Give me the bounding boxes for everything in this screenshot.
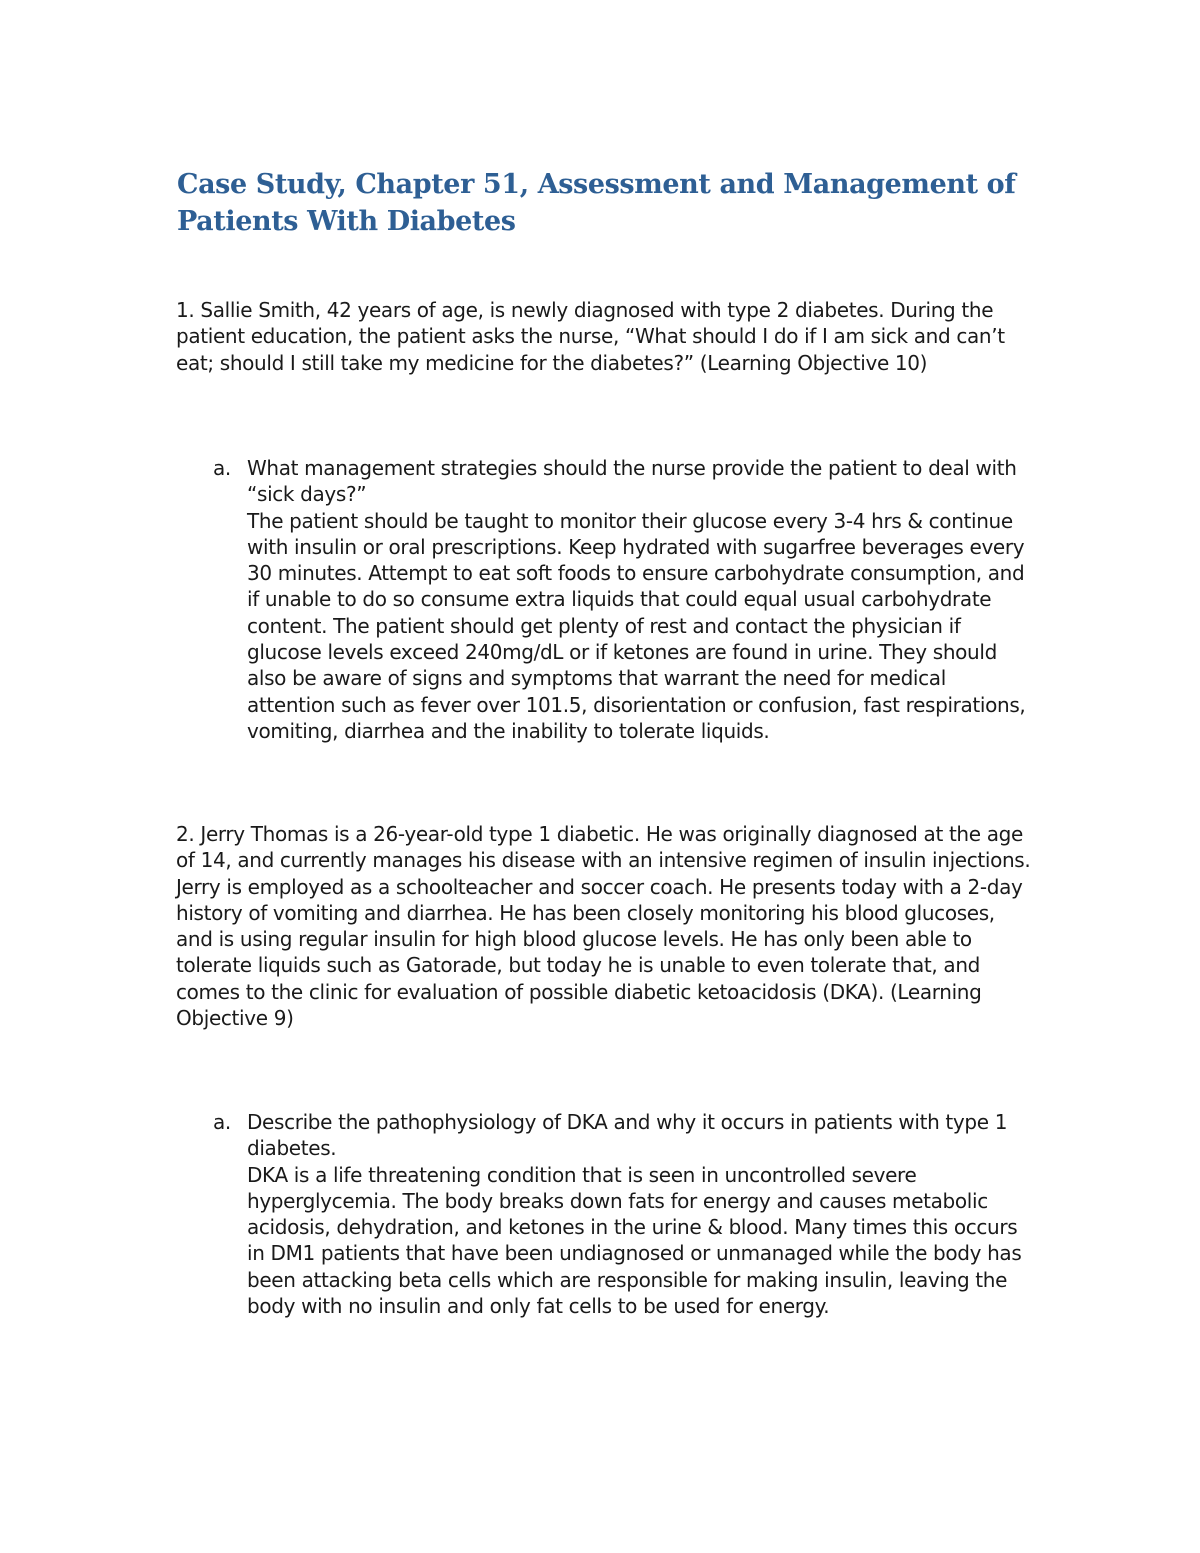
question-1-text: 1. Sallie Smith, 42 years of age, is newly diagnosed with type 2 diabetes. During the patient education, the patient asks the nurse, “What should I do if I am sick and can’t eat; should I still take my medicine for the diabetes?” (Learning Objective 10) xyxy=(176,298,1005,375)
question-2-answer: DKA is a life threatening condition that is seen in uncontrolled severe hyperglycemia. The body breaks down fats for energy and causes metabolic acidosis, dehydration, and ketones in the urine & blood. Many times this occurs in DM1 patients that have been undiagnosed or unmanaged while the body has been attacking beta cells which are responsible for making insulin, leaving the body with no insulin and only fat cells to be used for energy. xyxy=(247,1162,1022,1319)
question-2-text: 2. Jerry Thomas is a 26-year-old type 1 diabetic. He was originally diagnosed at the age of 14, and currently manages his disease with an intensive regimen of insulin injections. Jerry is employed as a schoolteacher and soccer coach. He presents today with a 2-day history of vomiting and diarrhea. He has been closely monitoring his blood glucoses, and is using regular insulin for high blood glucose levels. He has only been able to tolerate liquids such as Gatorade, but today he is unable to even tolerate that, and comes to the clinic for evaluation of possible diabetic ketoacidosis (DKA). (Learning Objective 9) xyxy=(176,822,1031,1031)
sub-item-body xyxy=(247,1109,1037,1319)
document-title: Case Study, Chapter 51, Assessment and Management of Patients With Diabetes xyxy=(177,169,1016,237)
question-1-answer: The patient should be taught to monitor their glucose every 3-4 hrs & continue with insulin or oral prescriptions. Keep hydrated with sugarfree beverages every 30 minutes. Attempt to eat soft foods to ensure carbohydrate consumption, and if unable to do so consume extra liquids that could equal usual carbohydrate content. The patient should get plenty of rest and contact the physician if glucose levels exceed 240mg/dL or if ketones are found in urine. They should also be aware of signs and symptoms that warrant the need for medical attention such as fever over 101.5, disorientation or confusion, fast respirations, vomiting, diarrhea and the inability to tolerate liquids. xyxy=(247,508,1026,743)
sub-item-marker: a. xyxy=(213,1110,231,1134)
question-2-prompt: Describe the pathophysiology of DKA and why it occurs in patients with type 1 diabetes. xyxy=(247,1110,1008,1161)
sub-item-marker: a. xyxy=(213,456,231,480)
sub-item-body xyxy=(247,455,1037,744)
question-1-prompt: What management strategies should the nurse provide the patient to deal with “sick days?” xyxy=(247,456,1017,507)
